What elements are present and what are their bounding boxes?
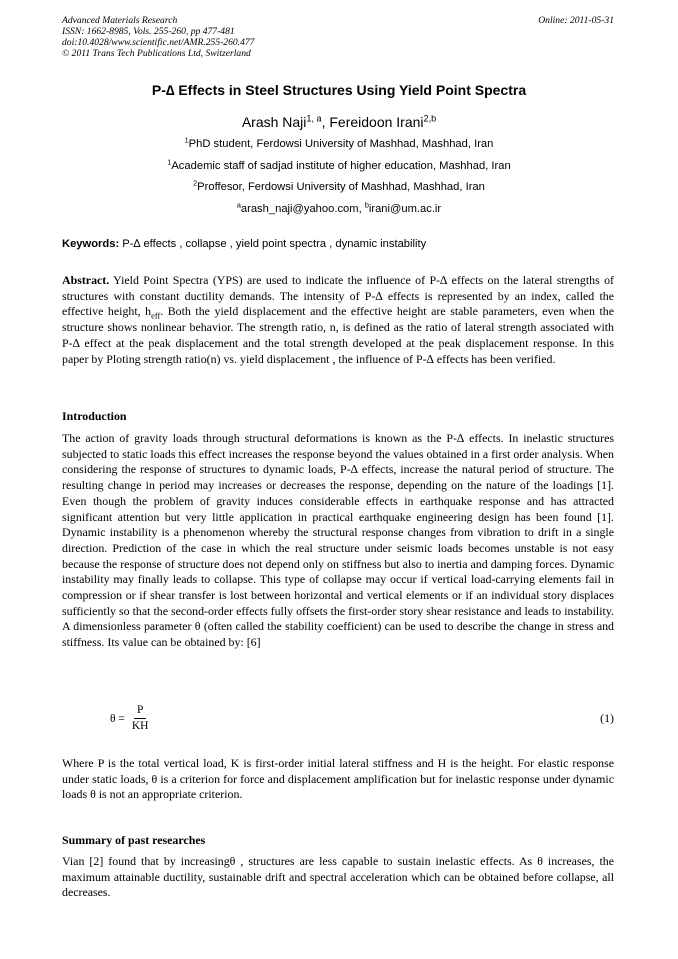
paper-title: P-∆ Effects in Steel Structures Using Yield Point Spectra: [151, 82, 527, 98]
equation-lhs: θ =: [110, 712, 125, 725]
copyright-line: © 2011 Trans Tech Publications Ltd, Switzerland: [62, 48, 251, 59]
affiliation: [0, 157, 678, 172]
summary-paragraph: Vian [2] found that by increasingθ , structures are less capable to sustain inelastic effects. As θ increases, the maximum attainable ductility, sustainable drift and spectral acceleration which can be obtained before collapse, all decreases.: [62, 854, 614, 900]
affiliation: [0, 135, 678, 150]
author-emails: [0, 200, 678, 215]
affiliation-mark: 1: [167, 157, 172, 167]
equation-denominator: KH: [131, 720, 149, 732]
author-name: Fereidoon Irani: [329, 114, 424, 130]
issn-line: ISSN: 1662-8985, Vols. 255-260, pp 477-481: [62, 26, 235, 37]
journal-header: [62, 15, 614, 59]
keywords-text: P-∆ effects , collapse , yield point spectra , dynamic instability: [119, 238, 427, 250]
keywords: [62, 238, 426, 250]
affiliation-text: Proffesor, Ferdowsi University of Mashhad, Mashhad, Iran: [197, 181, 485, 193]
author-separator: ,: [321, 114, 330, 130]
email-text: arash_naji@yahoo.com,: [240, 203, 365, 215]
doi-line: doi:10.4028/www.scientific.net/AMR.255-260.477: [62, 37, 255, 48]
equation-1: [110, 704, 152, 733]
author-affiliation-mark: 1, a: [306, 113, 322, 124]
affiliation-text: Academic staff of sadjad institute of higher education, Mashhad, Iran: [171, 160, 511, 172]
equation-numerator: P: [134, 704, 146, 719]
section-heading-summary: Summary of past researches: [62, 833, 206, 847]
equation-number: (1): [600, 711, 614, 725]
abstract-text: Yield Point Spectra (YPS) are used to indicate the influence of P-∆ effects on the lateral strengths of structures with constant ductility demands. The intensity of P-∆ effects is represented by an index, called the effective height, h: [62, 273, 614, 319]
introduction-paragraph: The action of gravity loads through structural deformations is known as the P-∆ effects. In inelastic structures subjected to static loads this effect increases the response beyond the values obtained in a first order analysis. When considering the response of structures to dynamic loads, P-∆ effects, increase the natural period of structure. The resulting change in period may increases or decreases the response, depending on the nature of the loadings [1]. Even though the problem of gravity induces considerable effects in earthquake response and has attracted significant attention but very little application in practical earthquake engineering design has been found [1]. Dynamic instability is a phenomenon whereby the structural response changes from vibration to drift in a single direction. Prediction of the case in which the real structure under seismic loads becomes unstable is not easy because the response of structure does not depend only on stiffness but also to inertia and damping forces. Dynamic instability may finally leads to collapse. This type of collapse may occur if vertical load-carrying elements fail in compression or if shear transfer is lost between horizontal and vertical elements or if an individual story displaces sufficiently so that the second-order effects fully offsets the first-order story shear resistance and leads to instability. A dimensionless parameter θ (often called the stability coefficient) can be used to describe the change in stress and stiffness. Its value can be obtained by: [6]: [62, 431, 614, 650]
abstract-text: . Both the yield displacement and the effective height are stable parameters, even when the structure shows nonlinear behavior. The strength ratio, n, is defined as the ratio of lateral strength associated with P-∆ effect at the peak displacement and the total strength developed at the peak displacement response. In this paper by Ploting strength ratio(n) vs. yield displacement , the influence of P-∆ effects has been verified.: [62, 304, 615, 366]
journal-name: Advanced Materials Research: [62, 15, 178, 26]
affiliation: [0, 178, 678, 193]
author-line: [0, 114, 678, 130]
author-affiliation-mark: 2,b: [423, 113, 437, 124]
abstract: [62, 273, 614, 367]
abstract-label: Abstract.: [62, 273, 110, 287]
section-heading-introduction: Introduction: [62, 409, 127, 423]
affiliation-mark: 1: [184, 135, 189, 145]
author-name: Arash Naji: [241, 114, 307, 130]
email-mark: a: [236, 200, 241, 210]
email-text: irani@um.ac.ir: [368, 203, 442, 215]
abstract-subscript: eff: [151, 311, 161, 321]
affiliation-mark: 2: [193, 178, 198, 188]
post-equation-paragraph: Where P is the total vertical load, K is first-order initial lateral stiffness and H is the height. For elastic response under static loads, θ is a criterion for force and displacement amplification but for inelastic response under dynamic loads θ is not an appropriate criterion.: [62, 756, 614, 802]
email-mark: b: [364, 200, 369, 210]
equation-fraction: [129, 704, 152, 733]
affiliation-text: PhD student, Ferdowsi University of Mashhad, Mashhad, Iran: [188, 138, 494, 150]
keywords-label: Keywords:: [62, 238, 120, 250]
online-date: Online: 2011-05-31: [538, 15, 614, 26]
